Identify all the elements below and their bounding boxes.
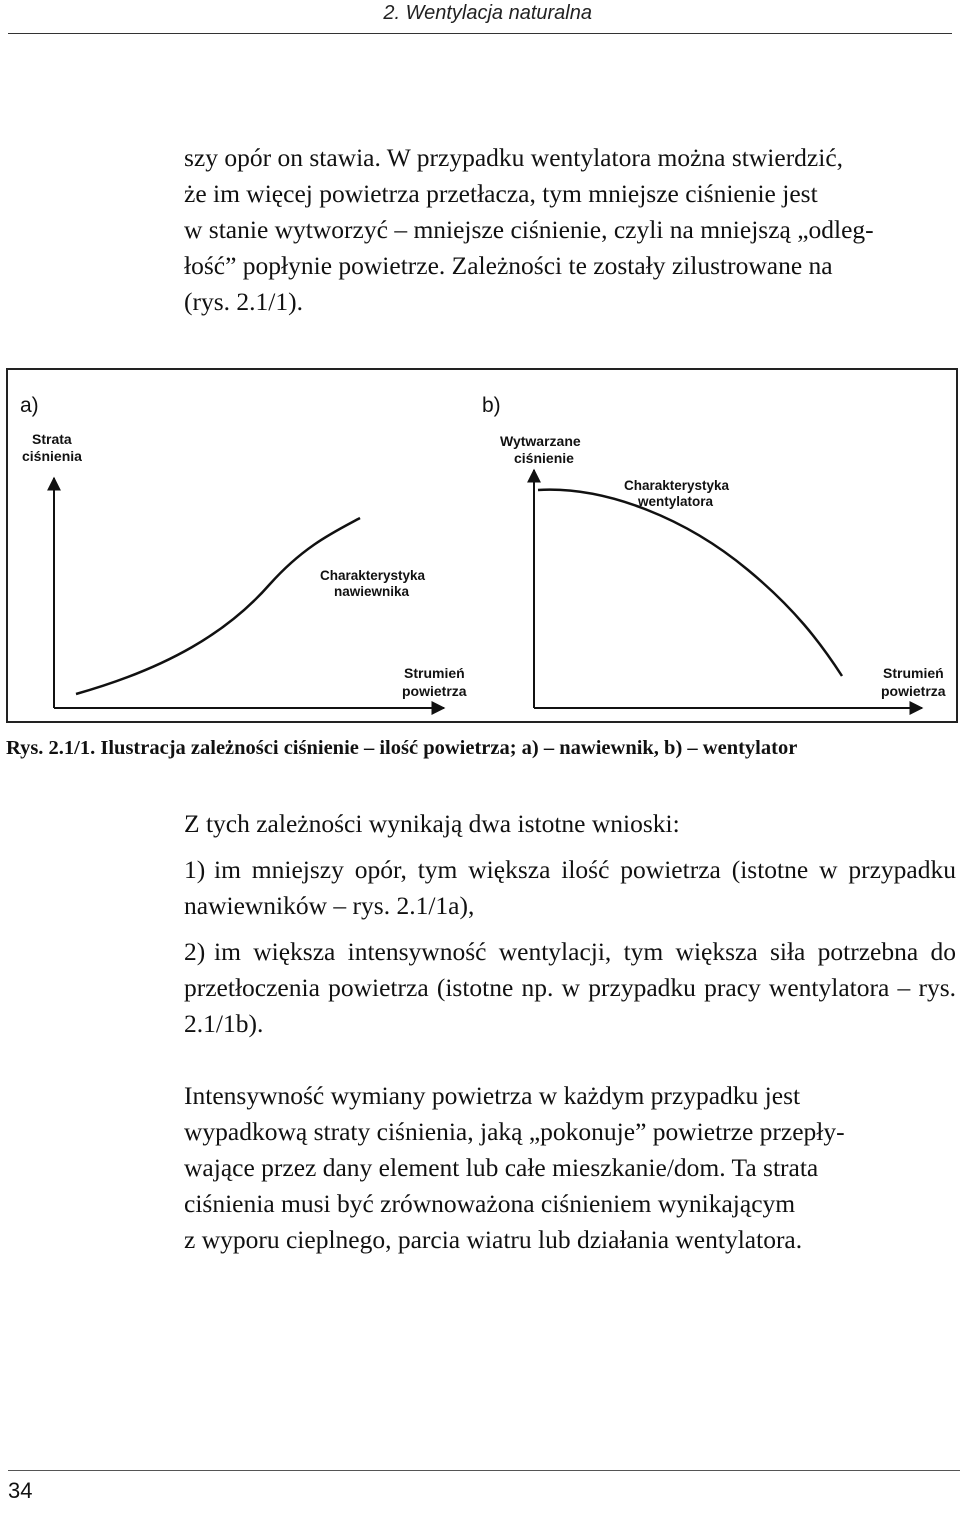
- paragraph-1: [184, 140, 956, 320]
- paragraph-1-line: (rys. 2.1/1).: [184, 287, 303, 316]
- panel-a-curve: [76, 518, 360, 694]
- paragraph-1-line: w stanie wytworzyć – mniejsze ciśnienie, czyli na mniejszą „odleg-: [184, 215, 874, 244]
- paragraph-3-line: wające przez dany element lub całe mieszkanie/dom. Ta strata: [184, 1153, 819, 1182]
- panel-a-x-axis-title: Strumień: [404, 665, 465, 681]
- paragraph-3-line: z wyporu cieplnego, parcia wiatru lub działania wentylatora.: [184, 1225, 803, 1254]
- panel-b-y-axis-title: ciśnienie: [514, 450, 574, 466]
- section-title: 2. Wentylacja naturalna: [383, 2, 592, 24]
- paragraph-1-line: szy opór on stawia. W przypadku wentylatora można stwierdzić,: [184, 143, 844, 172]
- paragraph-3-line: Intensywność wymiany powietrza w każdym przypadku jest: [184, 1081, 801, 1110]
- panel-a-x-axis-title: powietrza: [402, 683, 467, 699]
- figure-diagram: [8, 370, 960, 725]
- footer-rule: [8, 1470, 960, 1471]
- panel-b-x-axis-title: powietrza: [881, 683, 946, 699]
- intro-paragraph: Z tych zależności wynikają dwa istotne wnioski:: [184, 809, 680, 838]
- figure-box: [6, 368, 958, 723]
- paragraph-3-line: wypadkową straty ciśnienia, jaką „pokonuje” powietrze przepły-: [184, 1117, 845, 1146]
- paragraph-3: [184, 1078, 956, 1258]
- panel-a-y-axis-title: Strata: [32, 431, 72, 447]
- panel-b-curve: [538, 490, 842, 676]
- panel-b-x-axis-title: Strumień: [883, 665, 944, 681]
- list-item-text: im mniejszy opór, tym większa ilość powietrza (istotne w przypadku nawiewników – rys. 2.1/1a),: [184, 855, 956, 920]
- list-item-number: 2): [184, 937, 206, 966]
- panel-b-curve-label: wentylatora: [638, 494, 714, 509]
- panel-a-curve-label: nawiewnika: [334, 584, 410, 599]
- list-item: [184, 852, 956, 924]
- figure-caption: Rys. 2.1/1. Ilustracja zależności ciśnienie – ilość powietrza; a) – nawiewnik, b) – wentylator: [6, 737, 798, 759]
- paragraph-3-line: ciśnienia musi być zrównoważona ciśnieniem wynikającym: [184, 1189, 796, 1218]
- panel-b-curve-label: Charakterystyka: [624, 478, 730, 493]
- list-item: [184, 934, 956, 1042]
- list-item-text: im większa intensywność wentylacji, tym większa siła potrzebna do przetłoczenia powietrza (istotne np. w przypadku pracy wentylatora – rys. 2.1/1b).: [184, 937, 956, 1038]
- panel-b-y-axis-title: Wytwarzane: [500, 433, 581, 449]
- list-item-number: 1): [184, 855, 206, 884]
- page-number: 34: [8, 1478, 33, 1503]
- paragraph-1-line: że im więcej powietrza przetłacza, tym mniejsze ciśnienie jest: [184, 179, 818, 208]
- header-rule: [8, 33, 952, 34]
- panel-a-label: a): [20, 394, 39, 417]
- panel-a-curve-label: Charakterystyka: [320, 568, 426, 583]
- panel-b-label: b): [482, 394, 501, 417]
- panel-a-y-axis-title: ciśnienia: [22, 448, 82, 464]
- page-header: [0, 0, 960, 34]
- paragraph-1-line: łość” popłynie powietrze. Zależności te zostały zilustrowane na: [184, 251, 833, 280]
